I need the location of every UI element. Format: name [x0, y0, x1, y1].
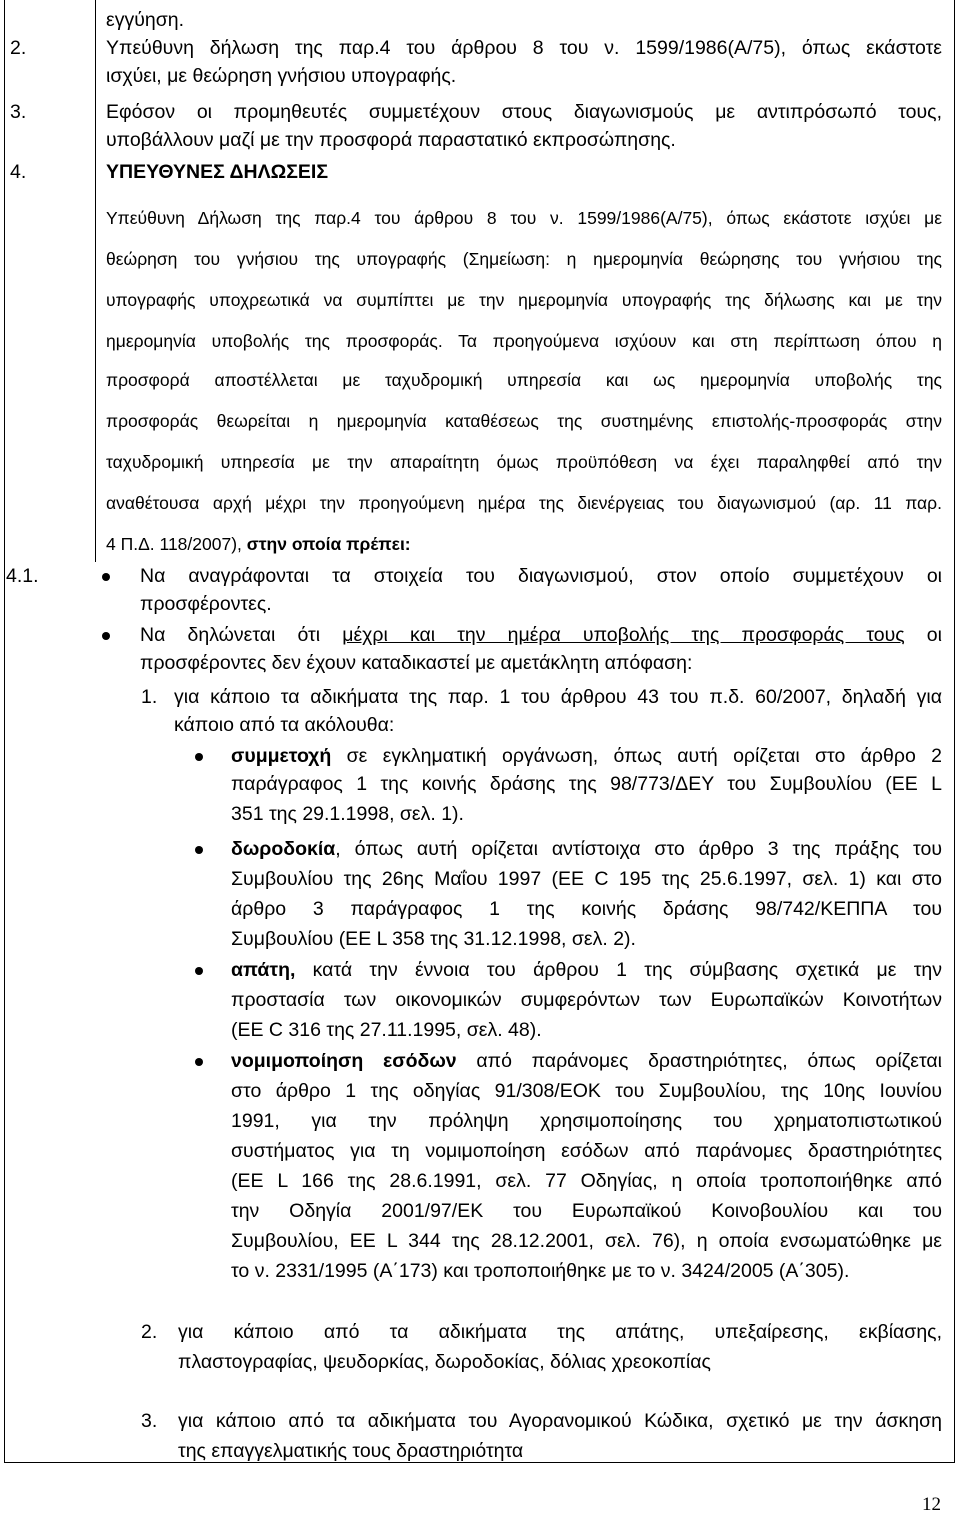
bullet-icon: [195, 1058, 203, 1066]
sub-1-line-2: κάποιο από τα ακόλουθα:: [174, 714, 395, 736]
crime-2-line-4: Συμβουλίου (ΕΕ L 358 της 31.12.1998, σελ. 2).: [231, 928, 636, 950]
crime-4-term: νομιμοποίηση εσόδων: [231, 1050, 457, 1072]
declaration-line-9: [106, 534, 411, 554]
top-item-text: εγγύηση.: [106, 9, 184, 31]
sub-3-number: 3.: [141, 1410, 158, 1432]
sub-1-line-1: για κάποιο τα αδικήματα της παρ. 1 του άρθρου 43 του π.δ. 60/2007, δηλαδή για: [174, 686, 942, 708]
declaration-line-7: ταχυδρομική υπηρεσία με την απαραίτητη όμως προϋπόθεση να έχει παραληφθεί από την: [106, 452, 942, 472]
crime-4-line-1-rest: από παράνομες δραστηριότητες, όπως ορίζεται: [456, 1050, 942, 1072]
bullet-icon: [195, 967, 203, 975]
item-4-number: 4.: [10, 161, 27, 183]
section-41-number: 4.1.: [6, 565, 39, 587]
sub-2-line-1: για κάποιο από τα αδικήματα της απάτης, υπεξαίρεσης, εκβίασης,: [178, 1321, 942, 1343]
declaration-line-1: Υπεύθυνη Δήλωση της παρ.4 του άρθρου 8 του ν. 1599/1986(Α/75), όπως εκάστοτε ισχύει με: [106, 208, 942, 228]
crime-2-line-1-rest: , όπως αυτή ορίζεται αντίστοιχα στο άρθρο 3 της πράξης του: [335, 838, 942, 860]
item-3-number: 3.: [10, 101, 27, 123]
crime-3-term: απάτη,: [231, 959, 296, 981]
bullet-icon: [102, 632, 110, 640]
page-number: 12: [922, 1494, 941, 1515]
sub-2-line-2: πλαστογραφίας, ψευδορκίας, δωροδοκίας, δόλιας χρεοκοπίας: [178, 1351, 711, 1373]
crime-2-line-2: Συμβουλίου της 26ης Μαΐου 1997 (ΕΕ C 195 της 25.6.1997, σελ. 1) και στο: [231, 868, 942, 890]
crime-4-line-8: το ν. 2331/1995 (Α΄173) και τροποποιήθηκε με το ν. 3424/2005 (Α΄305).: [231, 1260, 850, 1282]
crime-4-line-1: [231, 1047, 942, 1075]
declaration-line-9-bold: στην οποία πρέπει:: [246, 534, 411, 554]
bullet-2-underlined: μέχρι και την ημέρα υποβολής της προσφοράς τους: [342, 624, 905, 646]
crime-3-line-1-rest: κατά την έννοια του άρθρου 1 της σύμβασης σχετικά με την: [295, 959, 942, 981]
declaration-line-8: αναθέτουσα αρχή μέχρι την προηγούμενη ημέρα της διενέργειας του διαγωνισμού (αρ. 11 παρ.: [106, 493, 942, 513]
declaration-line-3: υπογραφής υποχρεωτικά να συμπίπτει με την ημερομηνία υπογραφής της δήλωσης και με την: [106, 290, 942, 310]
crime-3-line-3: (ΕΕ C 316 της 27.11.1995, σελ. 48).: [231, 1019, 542, 1041]
crime-1-line-1: [231, 742, 942, 770]
sub-1-number: 1.: [141, 686, 158, 708]
item-2-line-2: ισχύει, με θεώρηση γνήσιου υπογραφής.: [106, 65, 457, 87]
item-3-line-1: Εφόσον οι προμηθευτές συμμετέχουν στους διαγωνισμούς με αντιπρόσωπό τους,: [106, 101, 942, 123]
item-2-line-1: Υπεύθυνη δήλωση της παρ.4 του άρθρου 8 του ν. 1599/1986(Α/75), όπως εκάστοτε: [106, 37, 942, 59]
sub-2-number: 2.: [141, 1321, 158, 1343]
crime-2-line-3: άρθρο 3 παράγραφος 1 της κοινής δράσης 98/742/ΚΕΠΠΑ του: [231, 898, 942, 920]
sub-3-line-1: για κάποιο από τα αδικήματα του Αγορανομικού Κώδικα, σχετικό με την άσκηση: [178, 1410, 942, 1432]
crime-4-line-3: 1991, για την πρόληψη χρησιμοποίησης του χρηματοπιστωτικού: [231, 1110, 942, 1132]
item-2-number: 2.: [10, 37, 27, 59]
bullet-1-line-2: προσφέροντες.: [140, 593, 272, 615]
sub-3-line-2: της επαγγελματικής τους δραστηριότητα: [178, 1440, 524, 1462]
crime-2-term: δωροδοκία: [231, 838, 336, 860]
crime-3-line-1: [231, 956, 942, 984]
declaration-line-6: προσφοράς θεωρείται η ημερομηνία καταθέσεως της συστημένης επιστολής-προσφοράς στην: [106, 411, 942, 431]
bullet-2-line-1: [140, 621, 942, 649]
item-3-line-2: υποβάλλουν μαζί με την προσφορά παραστατικό εκπροσώπησης.: [106, 129, 676, 151]
crime-4-line-2: στο άρθρο 1 της οδηγίας 91/308/ΕΟΚ του Συμβουλίου, της 10ης Ιουνίου: [231, 1080, 942, 1102]
declaration-line-4: ημερομηνία υποβολής της προσφοράς. Τα προηγούμενα ισχύουν και στη περίπτωση όπου η: [106, 331, 942, 351]
bullet-2-prefix: Να δηλώνεται ότι: [140, 624, 343, 646]
bullet-icon: [102, 573, 110, 581]
declaration-line-9-text: 4 Π.Δ. 118/2007),: [106, 534, 247, 554]
declaration-line-2: θεώρηση του γνήσιου της υπογραφής (Σημείωση: η ημερομηνία θεώρησης του γνήσιου της: [106, 249, 942, 269]
crime-3-line-2: προστασία των οικονομικών συμφερόντων των Ευρωπαϊκών Κοινοτήτων: [231, 989, 942, 1011]
crime-4-line-6: την Οδηγία 2001/97/ΕΚ του Ευρωπαϊκού Κοινοβουλίου και του: [231, 1200, 942, 1222]
crime-2-line-1: [231, 835, 942, 863]
bullet-icon: [195, 753, 203, 761]
bullet-2-line-2: προσφέροντες δεν έχουν καταδικαστεί με αμετάκλητη απόφαση:: [140, 652, 693, 674]
crime-1-line-2: παράγραφος 1 της κοινής δράσης της 98/773/ΔΕΥ του Συμβουλίου (ΕΕ L: [231, 773, 942, 795]
item-4-title: ΥΠΕΥΘΥΝΕΣ ΔΗΛΩΣΕΙΣ: [106, 161, 329, 183]
bullet-icon: [195, 846, 203, 854]
bullet-1-line-1: Να αναγράφονται τα στοιχεία του διαγωνισμού, στον οποίο συμμετέχουν οι: [140, 565, 942, 587]
crime-4-line-7: Συμβουλίου, ΕΕ L 344 της 28.12.2001, σελ. 76), η οποία ενσωματώθηκε με: [231, 1230, 942, 1252]
crime-1-term: συμμετοχή: [231, 745, 332, 767]
crime-4-line-5: (ΕΕ L 166 της 28.6.1991, σελ. 77 Οδηγίας, η οποία τροποποιήθηκε από: [231, 1170, 942, 1192]
crime-1-line-1-rest: σε εγκληματική οργάνωση, όπως αυτή ορίζεται στο άρθρο 2: [331, 745, 942, 767]
declaration-line-5: προσφορά αποστέλλεται με ταχυδρομική υπηρεσία και ως ημερομηνία υποβολής της: [106, 370, 942, 390]
crime-4-line-4: συστήματος για τη νομιμοποίηση εσόδων από παράνομες δραστηριότητες: [231, 1140, 942, 1162]
table-column-divider: [95, 0, 96, 562]
bullet-2-suffix: οι: [904, 624, 942, 646]
crime-1-line-3: 351 της 29.1.1998, σελ. 1).: [231, 803, 464, 825]
